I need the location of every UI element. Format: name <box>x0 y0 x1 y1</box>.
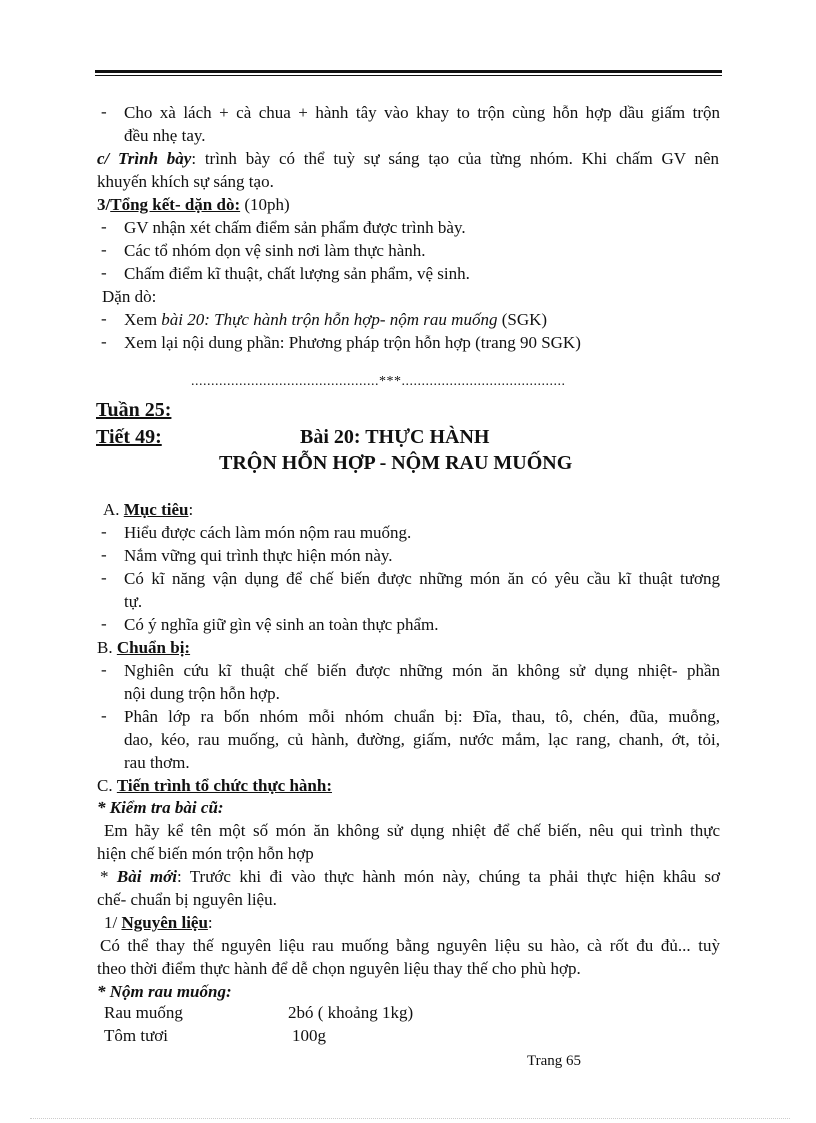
header-rule-thick <box>95 70 722 73</box>
trinh-bay-label: c/ Trình bày <box>97 149 192 168</box>
bullet: - <box>101 614 107 633</box>
section-colon: : <box>188 500 194 519</box>
paragraph-line: đều nhẹ tay. <box>124 126 206 145</box>
section-a-heading <box>103 499 193 521</box>
xem-lesson: bài 20: Thực hành trộn hỗn hợp- nộm rau muống <box>161 310 498 329</box>
section-title: Mục tiêu <box>123 500 189 519</box>
section-prefix: A. <box>103 500 124 519</box>
ingredient-qty: 100g <box>292 1026 326 1045</box>
ingredient-name: Rau muống <box>104 1003 183 1022</box>
bai-moi-star: * <box>100 867 117 886</box>
bullet: - <box>101 568 107 587</box>
page-number: Trang 65 <box>527 1053 582 1069</box>
section-time: (10ph) <box>240 195 290 214</box>
bullet: - <box>101 545 107 564</box>
kiem-tra-label: * Kiểm tra bài cũ: <box>97 798 224 817</box>
nom-rau-muong-label: * Nộm rau muống: <box>97 982 232 1001</box>
xem-prefix: Xem <box>124 310 162 329</box>
tiet-label: Tiết 49: <box>96 426 162 448</box>
bullet: - <box>101 706 107 725</box>
list-item: Xem lại nội dung phần: Phương pháp trộn hỗn hợp (trang 90 SGK) <box>124 333 581 352</box>
header-rule-thin <box>95 75 722 76</box>
page-edge-dots <box>30 1118 790 1119</box>
bullet: - <box>101 240 107 259</box>
list-item: Các tổ nhóm dọn vệ sinh nơi làm thực hành. <box>124 241 426 260</box>
section-title: Tiến trình tổ chức thực hành: <box>116 776 332 795</box>
paragraph-line: Có thể thay thế nguyên liệu rau muống bằng nguyên liệu su hào, cà rốt đu đủ... tuỳ <box>100 936 720 955</box>
section-number: 1/ <box>104 913 122 932</box>
list-item <box>124 309 547 331</box>
section-c-heading <box>97 775 332 797</box>
separator: ...............................................***......................................... <box>191 374 566 389</box>
paragraph-line: theo thời điểm thực hành để dễ chọn nguyên liệu thay thế cho phù hợp. <box>97 959 581 978</box>
section-title: Nguyên liệu <box>121 913 208 932</box>
trinh-bay-text: : trình bày có thể tuỳ sự sáng tạo của từng nhóm. Khi chấm GV nên <box>191 149 719 168</box>
trinh-bay-line <box>97 148 719 170</box>
list-item: Có kĩ năng vận dụng để chế biến được những món ăn có yêu cầu kĩ thuật tương <box>124 569 720 588</box>
list-item-continued: tự. <box>124 592 143 611</box>
paragraph-line: chế- chuẩn bị nguyên liệu. <box>97 890 277 909</box>
bullet: - <box>101 660 107 679</box>
ingredient-name: Tôm tươi <box>104 1026 169 1045</box>
lesson-subtitle: TRỘN HỖN HỢP - NỘM RAU MUỐNG <box>219 452 573 474</box>
list-item-continued: dao, kéo, rau muống, củ hành, đường, giấm, nước mắm, lạc rang, chanh, ớt, tỏi, <box>124 730 720 749</box>
bullet: - <box>101 522 107 541</box>
bai-moi-text: : Trước khi đi vào thực hành món này, chúng ta phải thực hiện khâu sơ <box>176 867 721 886</box>
bullet: - <box>101 263 107 282</box>
bullet: - <box>101 332 107 351</box>
section-3-heading <box>97 194 290 216</box>
bullet: - <box>101 217 107 236</box>
paragraph-line: Em hãy kể tên một số món ăn không sử dụng nhiệt để chế biến, nêu qui trình thực <box>104 821 720 840</box>
paragraph-line: Cho xà lách + cà chua + hành tây vào khay to trộn cùng hỗn hợp dầu giấm trộn <box>124 103 720 122</box>
list-item: Hiểu được cách làm món nộm rau muống. <box>124 523 412 542</box>
dan-do-label: Dặn dò: <box>102 287 157 306</box>
tuan-label: Tuần 25: <box>96 399 172 421</box>
bullet: - <box>101 102 107 121</box>
list-item: Phân lớp ra bốn nhóm mỗi nhóm chuẩn bị: Đĩa, thau, tô, chén, đũa, muỗng, <box>124 707 720 726</box>
paragraph-line: hiện chế biến món trộn hỗn hợp <box>97 844 314 863</box>
bullet: - <box>101 309 107 328</box>
list-item-continued: nội dung trộn hỗn hợp. <box>124 684 280 703</box>
section-b-heading <box>97 637 190 659</box>
section-prefix: B. <box>97 638 117 657</box>
xem-suffix: (SGK) <box>497 310 548 329</box>
list-item-continued: rau thơm. <box>124 753 190 772</box>
bai-moi-label: Bài mới <box>116 867 177 886</box>
list-item: Có ý nghĩa giữ gìn vệ sinh an toàn thực phẩm. <box>124 615 439 634</box>
list-item: Nghiên cứu kĩ thuật chế biến được những món ăn không sử dụng nhiệt- phần <box>124 661 720 680</box>
section-title: Tổng kết- dặn dò: <box>110 195 241 214</box>
ingredient-qty: 2bó ( khoảng 1kg) <box>288 1003 414 1022</box>
nguyen-lieu-heading <box>104 912 213 934</box>
lesson-title: Bài 20: THỰC HÀNH <box>300 426 490 448</box>
list-item: Chấm điểm kĩ thuật, chất lượng sản phẩm, vệ sinh. <box>124 264 470 283</box>
section-number: 3/ <box>97 195 111 214</box>
list-item: GV nhận xét chấm điểm sản phẩm được trình bày. <box>124 218 466 237</box>
bai-moi-line <box>100 866 720 888</box>
section-prefix: C. <box>97 776 117 795</box>
section-title: Chuẩn bị: <box>116 638 191 657</box>
list-item: Nắm vững qui trình thực hiện món này. <box>124 546 393 565</box>
paragraph-line: khuyến khích sự sáng tạo. <box>97 172 274 191</box>
section-colon: : <box>207 913 213 932</box>
